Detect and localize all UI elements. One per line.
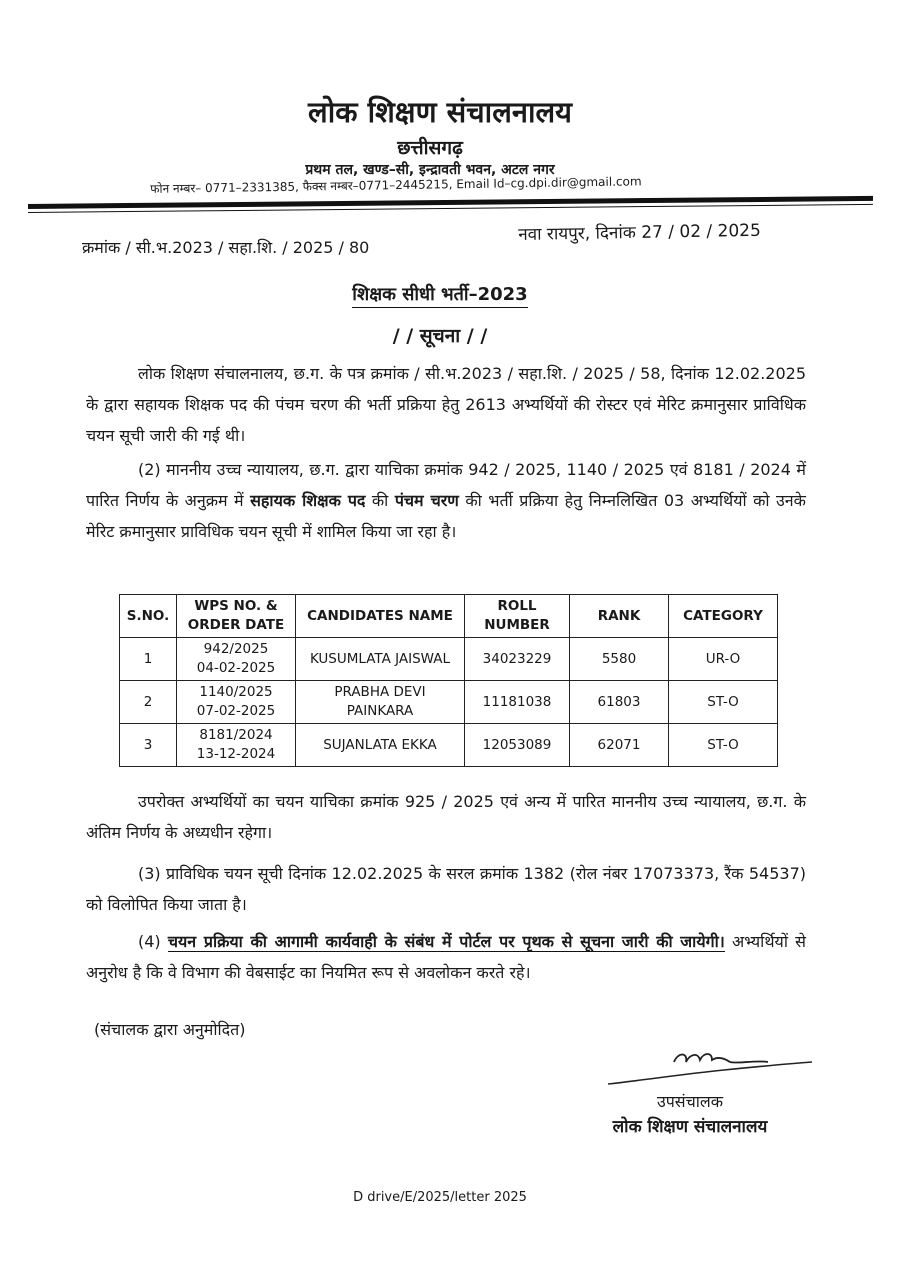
cell-category: UR-O xyxy=(669,638,778,681)
cell-wps xyxy=(177,638,296,681)
paragraph-5 xyxy=(86,926,806,988)
header-roll-line1: ROLL xyxy=(497,598,537,614)
underlined-notice: चयन प्रक्रिया की आगामी कार्यवाही के संबंध में पोर्टल पर पृथक से सूचना जारी की जायेगी। xyxy=(167,932,725,951)
cell-wps-no: 8181/2024 xyxy=(199,727,273,743)
paragraph-3: उपरोक्त अभ्यर्थियों का चयन याचिका क्रमांक 925 / 2025 एवं अन्य में पारित माननीय उच्च न्यायालय, छ.ग. के अंतिम निर्णय के अध्यधीन रहेगा। xyxy=(86,792,806,842)
signatory-org: लोक शिक्षण संचालनालय xyxy=(612,1117,768,1137)
paragraph-2-part-a: (2) माननीय उच्च न्यायालय, छ.ग. द्वारा याचिका क्रमांक 942 / 2025, 1140 / 2025 एवं 8181 / 2024 में पारित निर्णय के अनुक्रम में xyxy=(86,460,806,510)
cell-name: KUSUMLATA JAISWAL xyxy=(296,638,465,681)
contact-line: फोन नम्बर– 0771–2331385, फैक्स नम्बर–0771–2445215, Email Id–cg.dpi.dir@gmail.com xyxy=(150,174,642,196)
cell-name: SUJANLATA EKKA xyxy=(296,724,465,767)
header-rank: RANK xyxy=(570,595,669,638)
file-path: D drive/E/2025/letter 2025 xyxy=(353,1190,527,1205)
header-roll-line2: NUMBER xyxy=(484,617,550,633)
cell-sno: 3 xyxy=(120,724,177,767)
table-row xyxy=(120,638,778,681)
table-header-row xyxy=(120,595,778,638)
header-name: CANDIDATES NAME xyxy=(296,595,465,638)
post-name-bold: सहायक शिक्षक पद xyxy=(250,491,366,510)
paragraph-2-part-b: की xyxy=(365,491,395,510)
approval-note: (संचालक द्वारा अनुमोदित) xyxy=(94,1020,246,1039)
signature-image xyxy=(604,1040,816,1090)
cell-wps xyxy=(177,724,296,767)
cell-name: PRABHA DEVI PAINKARA xyxy=(296,681,465,724)
header-roll xyxy=(465,595,570,638)
office-address: प्रथम तल, खण्ड–सी, इन्द्रावती भवन, अटल नगर xyxy=(305,162,555,178)
notice-heading-text: शिक्षक सीधी भर्ती–2023 xyxy=(352,284,527,308)
cell-roll: 34023229 xyxy=(465,638,570,681)
cell-rank: 61803 xyxy=(570,681,669,724)
header-sno: S.NO. xyxy=(120,595,177,638)
notice-heading xyxy=(0,282,880,306)
cell-wps xyxy=(177,681,296,724)
cell-roll: 12053089 xyxy=(465,724,570,767)
header-wps-line2: ORDER DATE xyxy=(187,617,285,633)
state-name: छत्तीसगढ़ xyxy=(397,137,463,159)
cell-wps-no: 942/2025 xyxy=(203,641,269,657)
cell-rank: 5580 xyxy=(570,638,669,681)
paragraph-4: (3) प्राविधिक चयन सूची दिनांक 12.02.2025 के सरल क्रमांक 1382 (रोल नंबर 17073373, रैंक 54537) को विलोपित किया जाता है। xyxy=(86,864,806,914)
cell-sno: 1 xyxy=(120,638,177,681)
header-wps xyxy=(177,595,296,638)
cell-roll: 11181038 xyxy=(465,681,570,724)
place-date: नवा रायपुर, दिनांक 27 / 02 / 2025 xyxy=(518,220,762,245)
notice-title: / / सूचना / / xyxy=(392,325,488,347)
org-name: लोक शिक्षण संचालनालय xyxy=(308,95,572,129)
signatory-title: उपसंचालक xyxy=(656,1092,724,1111)
cell-rank: 62071 xyxy=(570,724,669,767)
signature-stroke xyxy=(608,1062,812,1084)
paragraph-2 xyxy=(86,454,806,547)
header-wps-line1: WPS NO. & xyxy=(194,598,278,614)
table-row xyxy=(120,724,778,767)
reference-number: क्रमांक / सी.भ.2023 / सहा.शि. / 2025 / 80 xyxy=(82,238,370,257)
phase-bold: पंचम चरण xyxy=(394,491,459,510)
paragraph-2-part-c: की भर्ती प्रक्रिया हेतु निम्नलिखित 03 अभ्यर्थियों को उनके मेरिट क्रमानुसार प्राविधिक चयन सूची में शामिल किया जा रहा है। xyxy=(86,491,806,541)
cell-category: ST-O xyxy=(669,724,778,767)
cell-sno: 2 xyxy=(120,681,177,724)
candidates-table xyxy=(119,594,778,767)
signature-flourish xyxy=(674,1054,768,1063)
paragraph-5-rest: अभ्यर्थियों से अनुरोध है कि वे विभाग की वेबसाईट का नियमित रूप से अवलोकन करते रहे। xyxy=(86,932,806,982)
cell-order-date: 13-12-2024 xyxy=(196,746,276,762)
cell-category: ST-O xyxy=(669,681,778,724)
paragraph-1: लोक शिक्षण संचालनालय, छ.ग. के पत्र क्रमांक / सी.भ.2023 / सहा.शि. / 2025 / 58, दिनांक 12.02.2025 के द्वारा सहायक शिक्षक पद की पंचम चरण की भर्ती प्रक्रिया हेतु 2613 अभ्यर्थियों की रोस्टर एवं मेरिट क्रमानुसार प्राविधिक चयन सूची जारी की गई थी। xyxy=(86,364,806,445)
table-row xyxy=(120,681,778,724)
header-category: CATEGORY xyxy=(669,595,778,638)
cell-order-date: 04-02-2025 xyxy=(196,660,276,676)
cell-order-date: 07-02-2025 xyxy=(196,703,276,719)
paragraph-5-prefix: (4) xyxy=(138,932,168,951)
cell-wps-no: 1140/2025 xyxy=(199,684,273,700)
